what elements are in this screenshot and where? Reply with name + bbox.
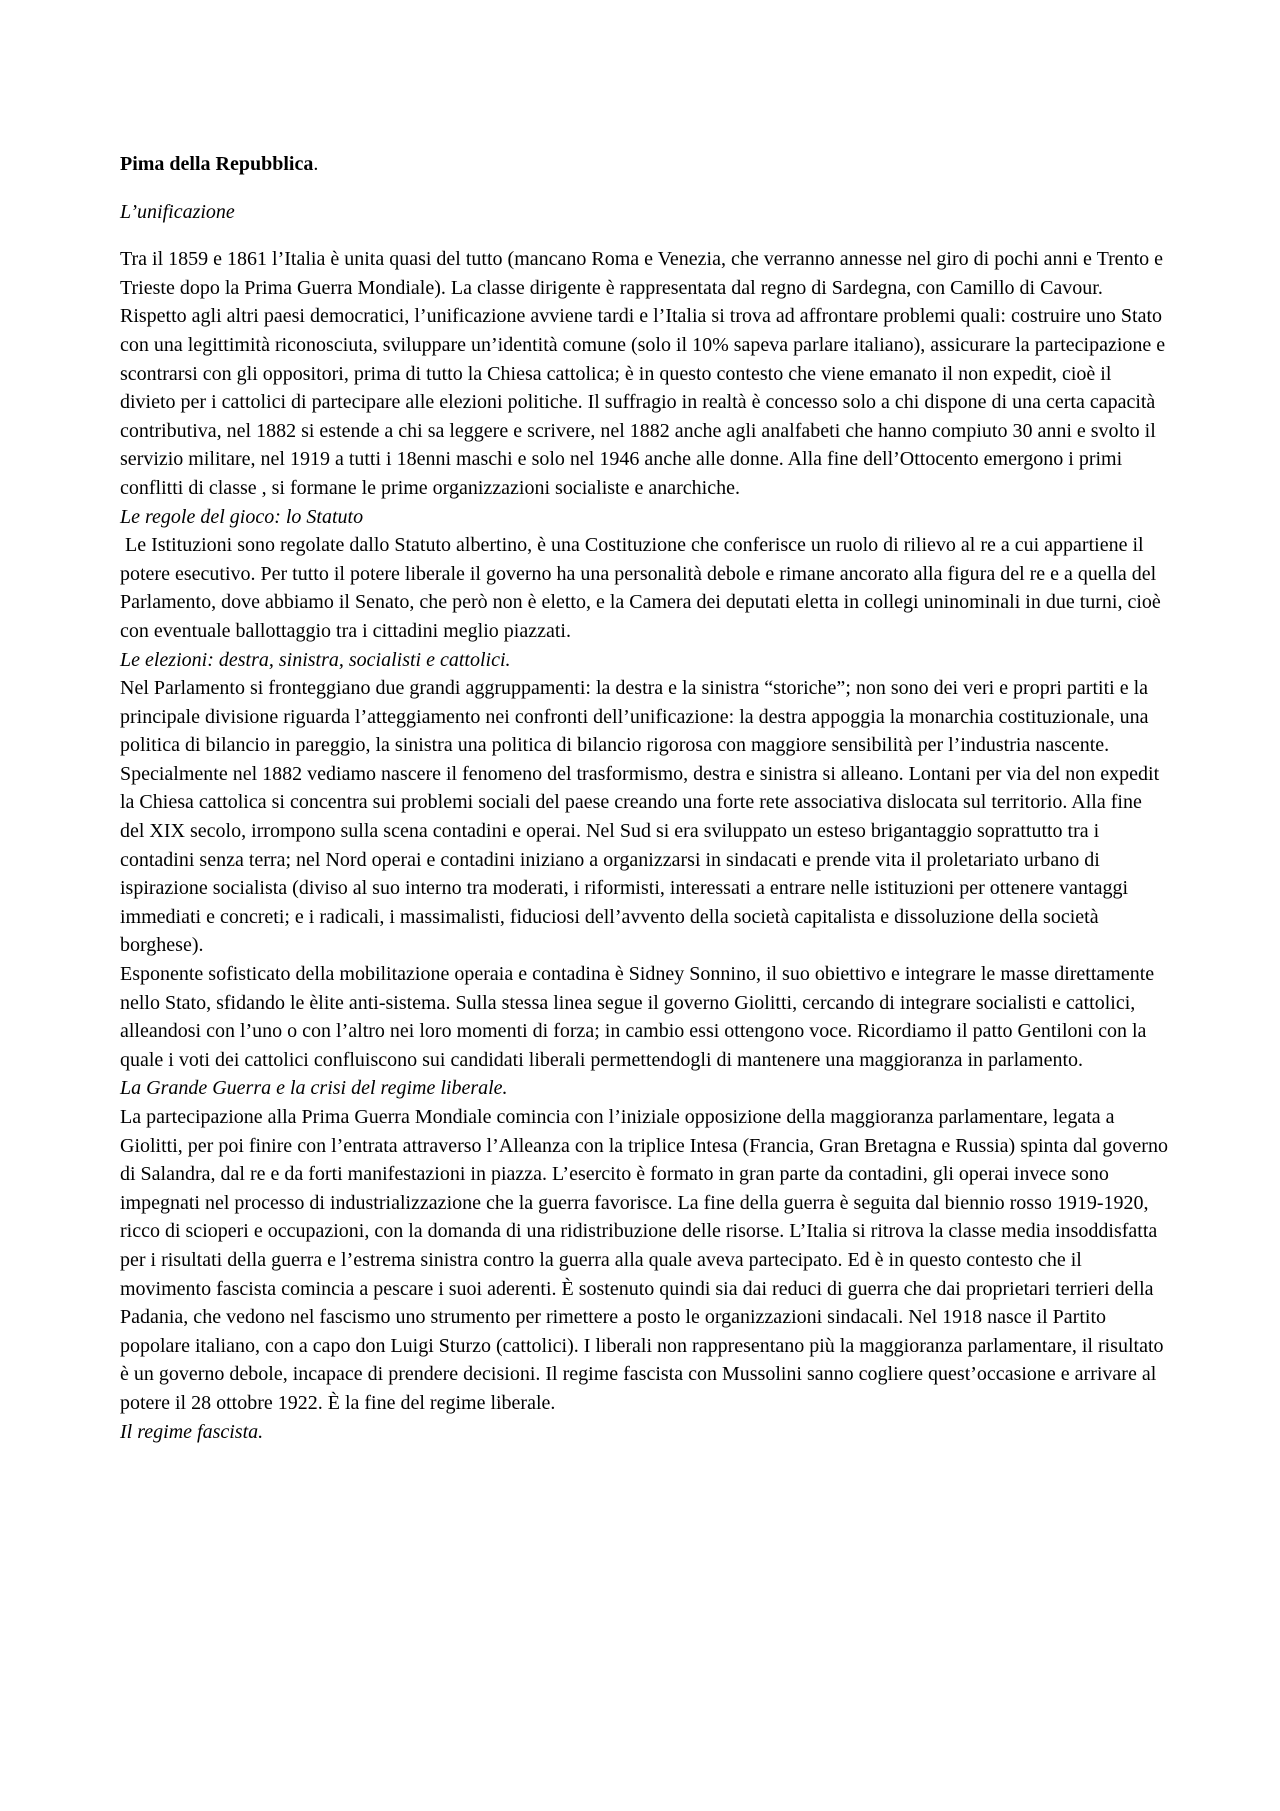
section-heading-unificazione: L’unificazione	[120, 200, 235, 223]
section-heading-regime-fascista: Il regime fascista.	[120, 1420, 264, 1443]
paragraph-statuto: Le Istituzioni sono regolate dallo Statuto albertino, è una Costituzione che conferisce un ruolo di rilievo al re a cui appartiene il potere esecutivo. Per tutto il potere liberale il governo ha una personalità debole e rimane ancorato alla figura del re e a quella del Parlamento, dove abbiamo il Senato, che però non è eletto, e la Camera dei deputati eletta in collegi uninominali in due turni, cioè con eventuale ballottaggio tra i cittadini meglio piazzati.	[120, 534, 1166, 642]
document-title	[120, 150, 1168, 179]
title-punctuation: .	[313, 153, 319, 175]
document-body	[120, 150, 1168, 1446]
title-text: Pima della Repubblica	[120, 153, 314, 175]
paragraph-unificazione: Tra il 1859 e 1861 l’Italia è unita quasi del tutto (mancano Roma e Venezia, che verranno annesse nel giro di pochi anni e Trento e Trieste dopo la Prima Guerra Mondiale). La classe dirigente è rappresentata dal regno di Sardegna, con Camillo di Cavour. Rispetto agli altri paesi democratici, l’unificazione avviene tardi e l’Italia si trova ad affrontare problemi quali: costruire uno Stato con una legittimità riconosciuta, sviluppare un’identità comune (solo il 10% sapeva parlare italiano), assicurare la partecipazione e scontrarsi con gli oppositori, prima di tutto la Chiesa cattolica; è in questo contesto che viene emanato il non expedit, cioè il divieto per i cattolici di partecipare alle elezioni politiche. Il suffragio in realtà è concesso solo a chi dispone di una certa capacità contributiva, nel 1882 si estende a chi sa leggere e scrivere, nel 1882 anche agli analfabeti che hanno compiuto 30 anni e svolto il servizio militare, nel 1919 a tutti i 18enni maschi e solo nel 1946 anche alle donne. Alla fine dell’Ottocento emergono i primi conflitti di classe , si formane le prime organizzazioni socialiste e anarchiche.	[120, 248, 1166, 499]
section-heading-elezioni: Le elezioni: destra, sinistra, socialisti e cattolici.	[120, 648, 511, 671]
paragraph-sonnino-giolitti: Esponente sofisticato della mobilitazione operaia e contadina è Sidney Sonnino, il suo obiettivo e integrare le masse direttamente nello Stato, sfidando le èlite anti-sistema. Sulla stessa linea segue il governo Giolitti, cercando di integrare socialisti e cattolici, alleandosi con l’uno o con l’altro nei loro momenti di forza; in cambio essi ottengono voce. Ricordiamo il patto Gentiloni con la quale i voti dei cattolici confluiscono sui candidati liberali permettendogli di mantenere una maggioranza in parlamento.	[120, 963, 1155, 1071]
paragraph-grande-guerra: La partecipazione alla Prima Guerra Mondiale comincia con l’iniziale opposizione della maggioranza parlamentare, legata a Giolitti, per poi finire con l’entrata attraverso l’Alleanza con la triplice Intesa (Francia, Gran Bretagna e Russia) spinta dal governo di Salandra, dal re e da forti manifestazioni in piazza. L’esercito è formato in gran parte da contadini, gli operai invece sono impegnati nel processo di industrializzazione che la guerra favorisce. La fine della guerra è seguita dal biennio rosso 1919-1920, ricco di scioperi e occupazioni, con la domanda di una ridistribuzione delle risorse. L’Italia si ritrova la classe media insoddisfatta per i risultati della guerra e l’estrema sinistra contro la guerra alla quale aveva partecipato. Ed è in questo contesto che il movimento fascista comincia a pescare i suoi aderenti. È sostenuto quindi sia dai reduci di guerra che dai proprietari terrieri della Padania, che vedono nel fascismo uno strumento per rimettere a posto le organizzazioni sindacali. Nel 1918 nasce il Partito popolare italiano, con a capo don Luigi Sturzo (cattolici). I liberali non rappresentano più la maggioranza parlamentare, il risultato è un governo debole, incapace di prendere decisioni. Il regime fascista con Mussolini sanno cogliere quest’occasione e arrivare al potere il 28 ottobre 1922. È la fine del regime liberale.	[120, 1106, 1168, 1414]
section-heading-statuto: Le regole del gioco: lo Statuto	[120, 505, 364, 528]
paragraph-parlamento: Nel Parlamento si fronteggiano due grandi aggruppamenti: la destra e la sinistra “storiche”; non sono dei veri e propri partiti e la principale divisione riguarda l’atteggiamento nei confronti dell’unificazione: la destra appoggia la monarchia costituzionale, una politica di bilancio in pareggio, la sinistra una politica di bilancio rigorosa con maggiore sensibilità per l’industria nascente. Specialmente nel 1882 vediamo nascere il fenomeno del trasformismo, destra e sinistra si alleano. Lontani per via del non expedit la Chiesa cattolica si concentra sui problemi sociali del paese creando una forte rete associativa dislocata sul territorio. Alla fine del XIX secolo, irrompono sulla scena contadini e operai. Nel Sud si era sviluppato un esteso brigantaggio soprattutto tra i contadini senza terra; nel Nord operai e contadini iniziano a organizzarsi in sindacati e prende vita il proletariato urbano di ispirazione socialista (diviso al suo interno tra moderati, i riformisti, interessati a entrare nelle istituzioni per ottenere vantaggi immediati e concreti; e i radicali, i massimalisti, fiduciosi dell’avvento della società capitalista e dissoluzione della società borghese).	[120, 677, 1160, 957]
section-heading-grande-guerra: La Grande Guerra e la crisi del regime liberale.	[120, 1077, 508, 1100]
